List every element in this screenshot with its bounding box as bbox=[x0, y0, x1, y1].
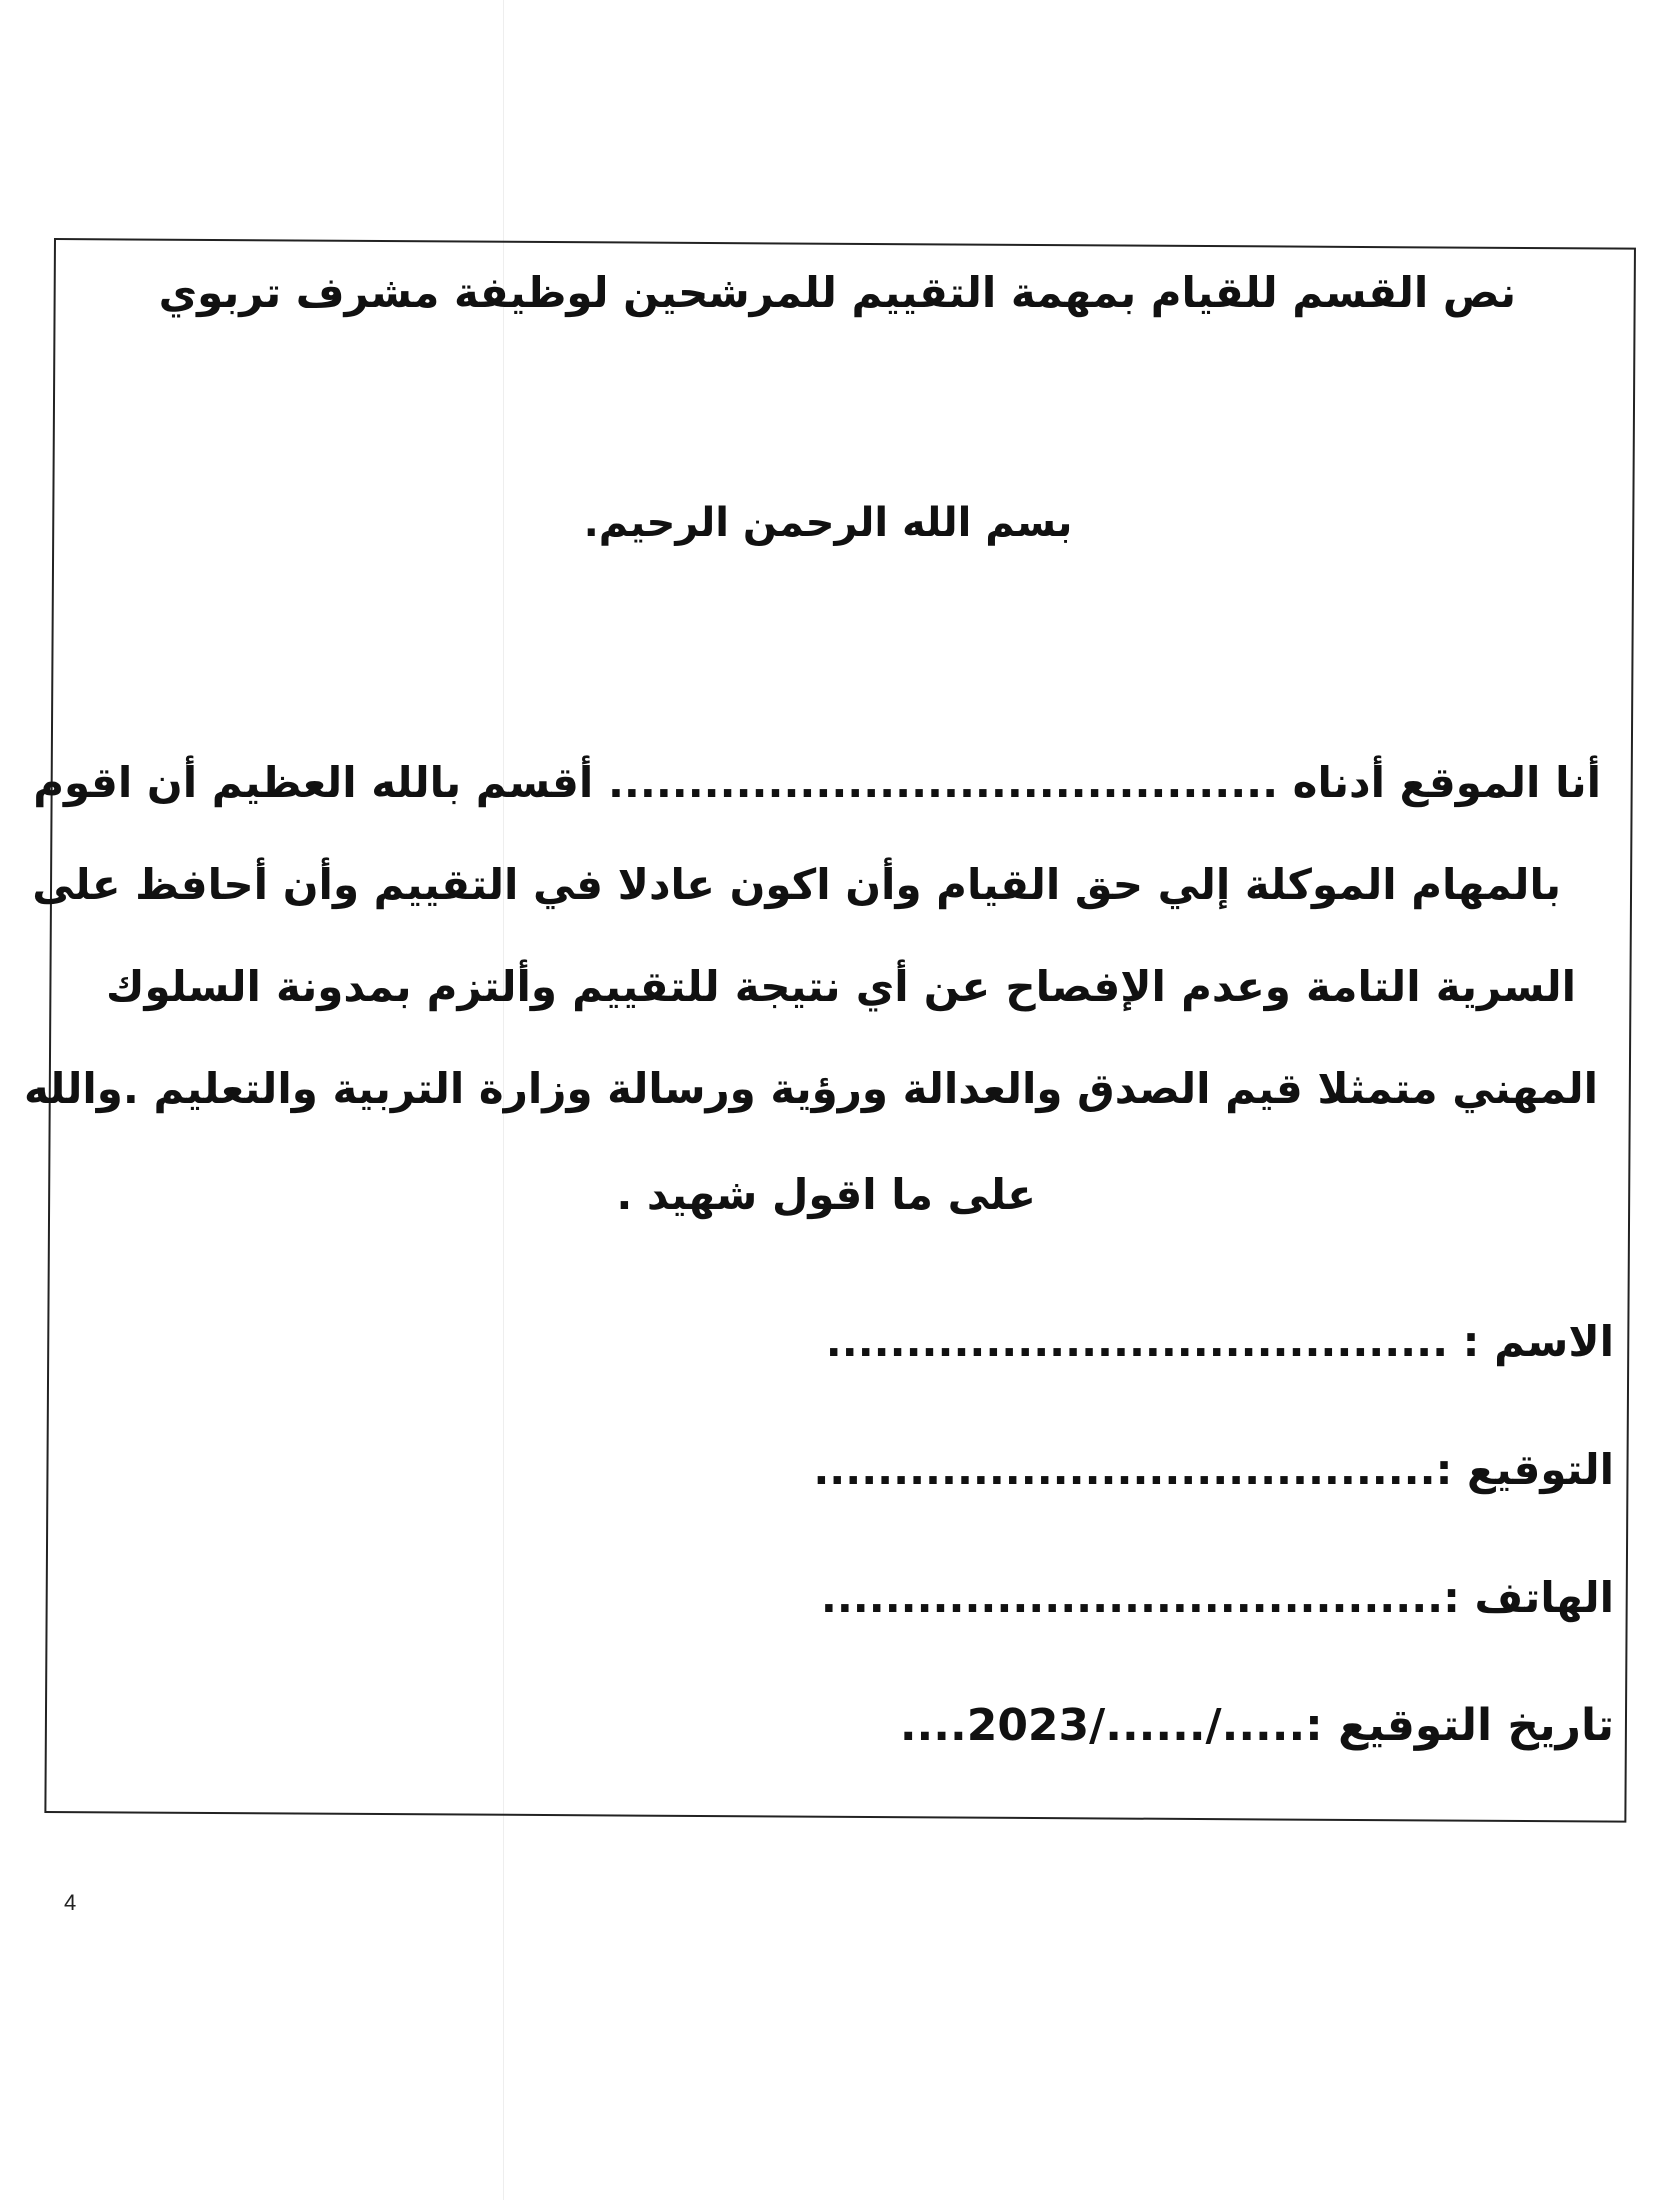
signature-date-field: تاريخ التوقيع :...../....../2023.... bbox=[899, 1700, 1614, 1751]
oath-line-5: على ما اقول شهيد . bbox=[616, 1170, 1036, 1219]
oath-line-1: أنا الموقع أدناه .......................................... أقسم بالله العظيم أن اقوم bbox=[33, 758, 1601, 807]
oath-line-4: المهني متمثلا قيم الصدق والعدالة ورؤية ورسالة وزارة التربية والتعليم .والله bbox=[24, 1064, 1598, 1113]
name-field: الاسم : ....................................... bbox=[825, 1317, 1614, 1366]
oath-line-2: بالمهام الموكلة إلي حق القيام وأن اكون عادلا في التقييم وأن أحافظ على bbox=[32, 860, 1561, 909]
page-number: 4 bbox=[64, 1890, 77, 1915]
basmala: بسم الله الرحمن الرحيم. bbox=[583, 500, 1073, 546]
oath-line-3: السرية التامة وعدم الإفصاح عن أي نتيجة للتقييم وألتزم بمدونة السلوك bbox=[106, 962, 1576, 1011]
signature-field: التوقيع :....................................... bbox=[813, 1445, 1614, 1494]
phone-field: الهاتف :....................................... bbox=[820, 1573, 1614, 1622]
page-title: نص القسم للقيام بمهمة التقييم للمرشحين لوظيفة مشرف تربوي bbox=[158, 268, 1516, 317]
